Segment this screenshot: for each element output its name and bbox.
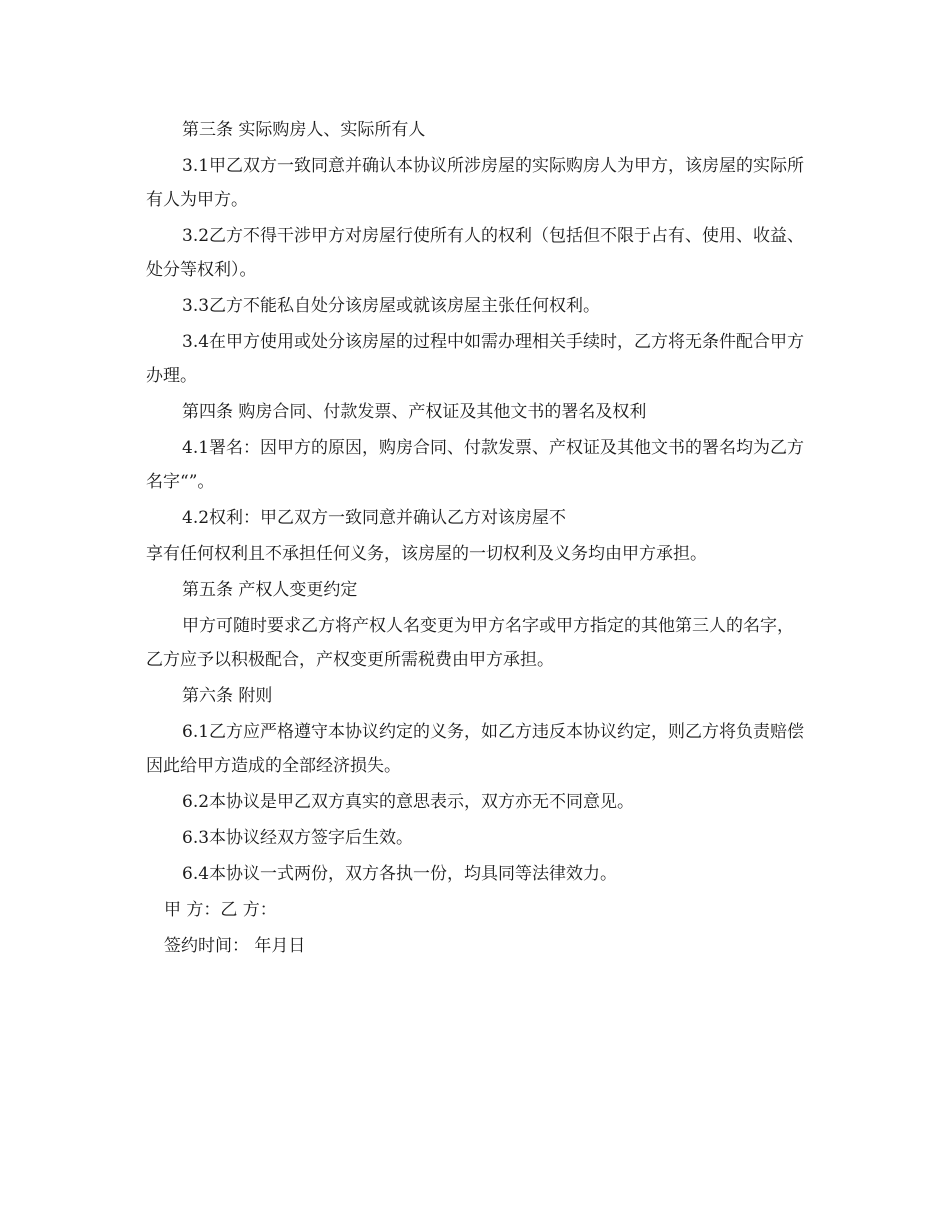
clause-4-2: 4.2权利：甲乙双方一致同意并确认乙方对该房屋不 <box>182 508 567 528</box>
clause-6-4: 6.4本协议一式两份，双方各执一份，均具同等法律效力。 <box>182 864 618 884</box>
article-5-body: 甲方可随时要求乙方将产权人名变更为甲方名字或甲方指定的其他第三人的名字，乙方应予以积极配合，产权变更所需税费由甲方承担。 <box>146 616 794 670</box>
clause-3-3: 3.3乙方不能私自处分该房屋或就该房屋主张任何权利。 <box>182 296 601 316</box>
clause-6-3: 6.3本协议经双方签字后生效。 <box>182 828 414 848</box>
article-3-heading: 第三条 实际购房人、实际所有人 <box>182 120 426 140</box>
clause-3-2: 3.2乙方不得干涉甲方对房屋行使所有人的权利（包括但不限于占有、使用、收益、处分等权利）。 <box>146 226 805 280</box>
signature-date: 签约时间： 年月日 <box>164 936 306 956</box>
article-4-heading: 第四条 购房合同、付款发票、产权证及其他文书的署名及权利 <box>182 402 647 422</box>
clause-4-2-continued: 享有任何权利且不承担任何义务，该房屋的一切权利及义务均由甲方承担。 <box>146 544 707 564</box>
clause-3-1: 3.1甲乙双方一致同意并确认本协议所涉房屋的实际购房人为甲方，该房屋的实际所有人为甲方。 <box>146 156 805 210</box>
article-5-heading: 第五条 产权人变更约定 <box>182 580 358 600</box>
clause-3-4: 3.4在甲方使用或处分该房屋的过程中如需办理相关手续时，乙方将无条件配合甲方办理。 <box>146 332 805 386</box>
clause-6-2: 6.2本协议是甲乙双方真实的意思表示，双方亦无不同意见。 <box>182 792 635 812</box>
signature-parties: 甲 方：乙 方： <box>164 900 277 920</box>
clause-6-1: 6.1乙方应严格遵守本协议约定的义务，如乙方违反本协议约定，则乙方将负责赔偿因此给甲方造成的全部经济损失。 <box>146 722 805 776</box>
clause-4-1: 4.1署名：因甲方的原因，购房合同、付款发票、产权证及其他文书的署名均为乙方名字“”。 <box>146 438 805 492</box>
document-body <box>146 113 806 965</box>
article-6-heading: 第六条 附则 <box>182 686 273 706</box>
